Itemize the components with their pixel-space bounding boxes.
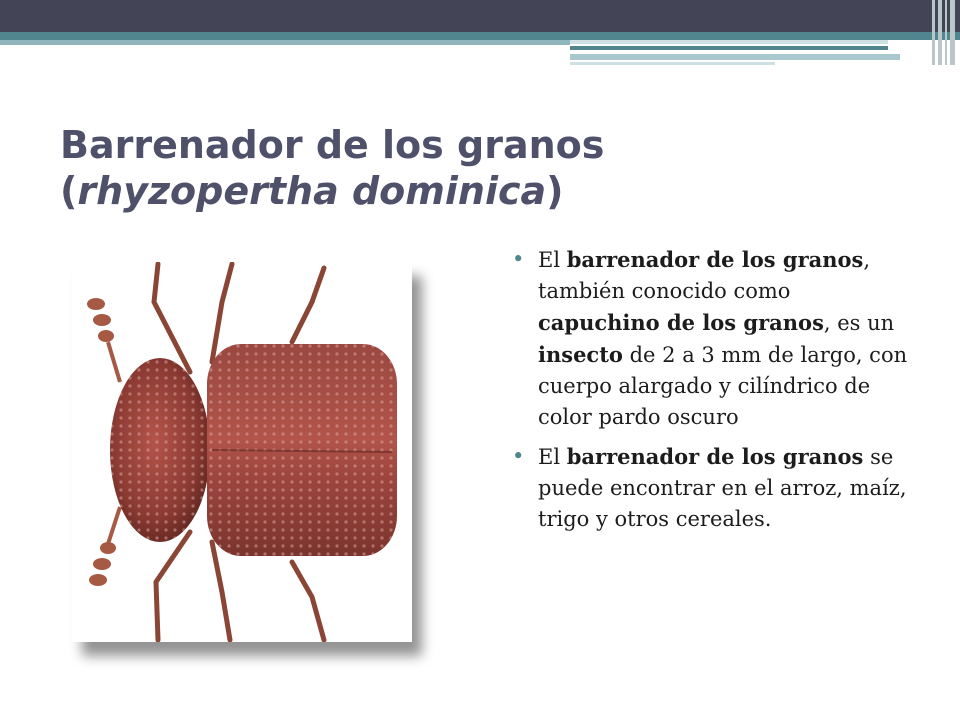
bullet-text <box>538 248 907 429</box>
header-edge <box>932 0 935 65</box>
bold-term: capuchino de los granos <box>538 310 824 335</box>
bullet-marker: • <box>512 247 525 271</box>
bold-term: barrenador de los granos <box>566 247 864 272</box>
bold-term: barrenador de los granos <box>566 444 864 469</box>
header-edge <box>938 0 942 65</box>
bullet-text <box>538 445 907 531</box>
text-run: de 2 a 3 mm de largo, con cuerpo alargado y cilíndrico de color pardo oscuro <box>538 343 908 429</box>
title-close-paren: ) <box>546 169 564 213</box>
text-run: El <box>538 445 567 469</box>
text-run: , es un <box>823 311 895 335</box>
bullet-marker: • <box>512 444 525 468</box>
slide-title <box>60 122 920 214</box>
beetle-illustration <box>72 262 412 642</box>
header-stripe <box>570 40 888 44</box>
header-stripe <box>0 40 570 45</box>
beetle-photo-frame <box>72 262 412 642</box>
header-stripe <box>570 46 888 50</box>
header-stripe <box>0 32 960 40</box>
header-bar <box>0 0 960 32</box>
title-species: rhyzopertha dominica <box>77 169 547 213</box>
beetle-photo <box>72 262 412 642</box>
header-edge <box>945 0 947 65</box>
text-run: El <box>538 248 567 272</box>
title-open-paren: ( <box>60 169 78 213</box>
header-stripe <box>570 54 900 60</box>
header-edge <box>950 0 955 65</box>
header-stripe <box>570 62 775 65</box>
bullet-list <box>512 244 912 543</box>
text-run: , también conocido como <box>538 248 871 303</box>
bullet-item <box>512 244 912 433</box>
text-run: se puede encontrar en el arroz, maíz, trigo y otros cereales. <box>538 445 907 531</box>
bullet-item <box>512 441 912 535</box>
title-main: Barrenador de los granos <box>60 123 605 167</box>
bold-term: insecto <box>538 342 623 367</box>
